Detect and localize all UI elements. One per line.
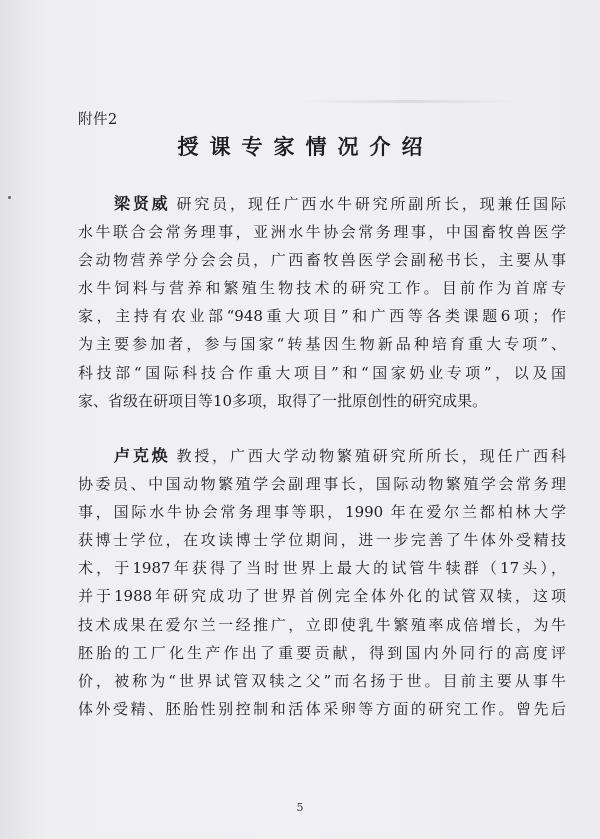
show-through-shadow (300, 100, 520, 103)
paragraph-line: 并于1988年研究成功了世界首例完全体外化的试管双犊，这项 (78, 587, 566, 606)
scan-dot (8, 196, 11, 199)
paragraph-line: 价，被称为“世界试管双犊之父”而名扬于世。目前主要从事牛 (78, 671, 566, 690)
paragraph-line: 协委员、中国动物繁殖学会副理事长，国际动物繁殖学会常务理 (78, 475, 566, 494)
paragraph-line: 体外受精、胚胎性别控制和活体采卵等方面的研究工作。曾先后 (78, 699, 566, 718)
expert-paragraph-liang (78, 190, 566, 415)
paragraph-line: 卢克焕 教授，广西大学动物繁殖研究所所长，现任广西科 (114, 446, 566, 465)
expert-name: 卢克焕 (114, 446, 171, 465)
expert-paragraph-lu (78, 442, 566, 723)
paragraph-line: 技术成果在爱尔兰一经推广，立即使乳牛繁殖率成倍增长，为牛 (78, 615, 566, 634)
paragraph-line: 为主要参加者，参与国家“转基因生物新品种培育重大专项”、 (78, 335, 566, 354)
attachment-label: 附件2 (78, 112, 118, 128)
page-title: 授课专家情况介绍 (177, 134, 434, 159)
paragraph-line: 科技部“国际科技合作重大项目”和“国家奶业专项”，以及国 (78, 363, 566, 382)
paragraph-line: 梁贤威 研究员，现任广西水牛研究所副所长，现兼任国际 (114, 194, 566, 213)
paragraph-line: 会动物营养学分会会员，广西畜牧兽医学会副秘书长，主要从事 (78, 251, 566, 270)
paragraph-line: 水牛饲料与营养和繁殖生物技术的研究工作。目前作为首席专 (78, 279, 566, 298)
paragraph-line: 事，国际水牛协会常务理事等职，1990 年在爱尔兰都柏林大学 (78, 503, 566, 522)
paragraph-line: 水牛联合会常务理事，亚洲水牛协会常务理事，中国畜牧兽医学 (78, 223, 566, 242)
paragraph-line: 家，主持有农业部“948重大项目”和广西等各类课题6项；作 (78, 307, 566, 326)
paragraph-line: 胚胎的工厂化生产作出了重要贡献，得到国内外同行的高度评 (78, 643, 566, 662)
paragraph-line: 家、省级在研项目等10多项，取得了一批原创性的研究成果。 (78, 391, 488, 410)
paragraph-line: 术，于1987年获得了当时世界上最大的试管牛犊群（17头）， (78, 559, 566, 578)
page-number: 5 (296, 801, 304, 814)
paragraph-line: 获博士学位，在攻读博士学位期间，进一步完善了牛体外受精技 (78, 531, 566, 550)
expert-name: 梁贤威 (114, 194, 171, 213)
